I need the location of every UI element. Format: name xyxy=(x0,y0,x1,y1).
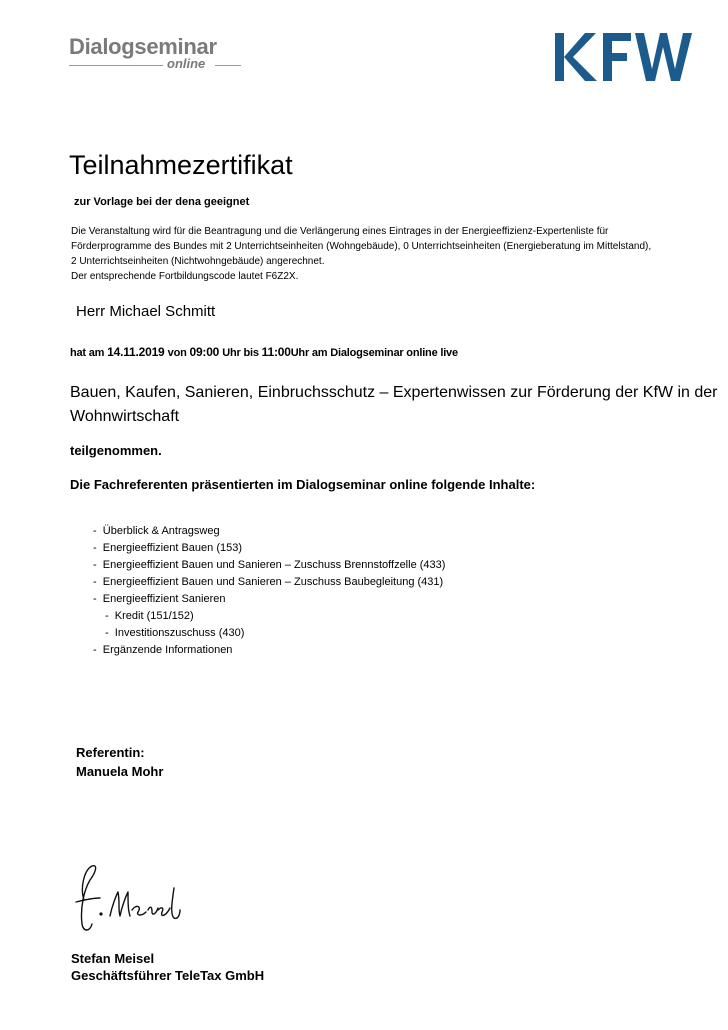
topic-list xyxy=(93,523,445,659)
date-line xyxy=(70,345,458,359)
intro-line: 2 Unterrichtseinheiten (Nichtwohngebäude) angerechnet. xyxy=(71,256,325,267)
signature xyxy=(70,858,190,938)
dialogseminar-logo-main: Dialogseminar xyxy=(69,34,217,59)
list-subitem: - Kredit (151/152) xyxy=(105,610,194,622)
from-label: von xyxy=(167,347,190,359)
intro-line: Die Veranstaltung wird für die Beantragung und die Verlängerung eines Eintrages in der Energieeffizienz-Expertenliste für xyxy=(71,226,609,237)
intro-paragraph xyxy=(71,224,721,284)
kfw-logo-icon xyxy=(553,31,693,83)
intro-line: Der entsprechende Fortbildungscode lautet F6Z2X. xyxy=(71,271,299,282)
event-date: 14.11.2019 xyxy=(107,345,168,359)
list-item: - Ergänzende Informationen xyxy=(93,644,233,656)
kfw-logo xyxy=(553,31,693,88)
participated-text: teilgenommen. xyxy=(70,443,162,458)
date-suffix: Uhr am Dialogseminar online live xyxy=(290,347,458,359)
participant-name: Herr Michael Schmitt xyxy=(76,303,216,320)
content-heading: Die Fachreferenten präsentierten im Dialogseminar online folgende Inhalte: xyxy=(70,477,536,492)
list-item: - Energieeffizient Sanieren xyxy=(93,593,226,605)
list-item: - Energieeffizient Bauen und Sanieren – Zuschuss Brennstoffzelle (433) xyxy=(93,559,446,571)
signature-icon xyxy=(70,858,190,938)
intro-line: Förderprogramme des Bundes mit 2 Unterrichtseinheiten (Wohngebäude), 0 Unterrichtseinheiten (Energieberatung im Mittelstand), xyxy=(71,241,652,252)
referent-name: Manuela Mohr xyxy=(76,764,164,779)
logo-line-right xyxy=(215,65,241,66)
mid-label: Uhr bis xyxy=(222,347,262,359)
start-time: 09:00 xyxy=(189,345,223,359)
certificate-subtitle: zur Vorlage bei der dena geeignet xyxy=(74,196,250,208)
list-item: - Energieeffizient Bauen (153) xyxy=(93,542,243,554)
dialogseminar-logo-sub: online xyxy=(167,56,206,71)
list-item: - Energieeffizient Bauen und Sanieren – Zuschuss Baubegleitung (431) xyxy=(93,576,444,588)
signer-role: Geschäftsführer TeleTax GmbH xyxy=(71,968,265,983)
referent-label: Referentin: xyxy=(76,745,145,760)
date-prefix: hat am xyxy=(70,347,108,359)
certificate-title: Teilnahmezertifikat xyxy=(69,150,293,180)
seminar-title: Bauen, Kaufen, Sanieren, Einbruchsschutz – Expertenwissen zur Förderung der KfW in der Wohnwirtschaft xyxy=(70,384,718,425)
dialogseminar-logo xyxy=(69,34,244,74)
end-time: 11:00 xyxy=(261,345,291,359)
list-subitem: - Investitionszuschuss (430) xyxy=(105,627,245,639)
list-item: - Überblick & Antragsweg xyxy=(93,525,220,537)
logo-line-left xyxy=(69,65,163,66)
signer-name: Stefan Meisel xyxy=(71,951,155,966)
